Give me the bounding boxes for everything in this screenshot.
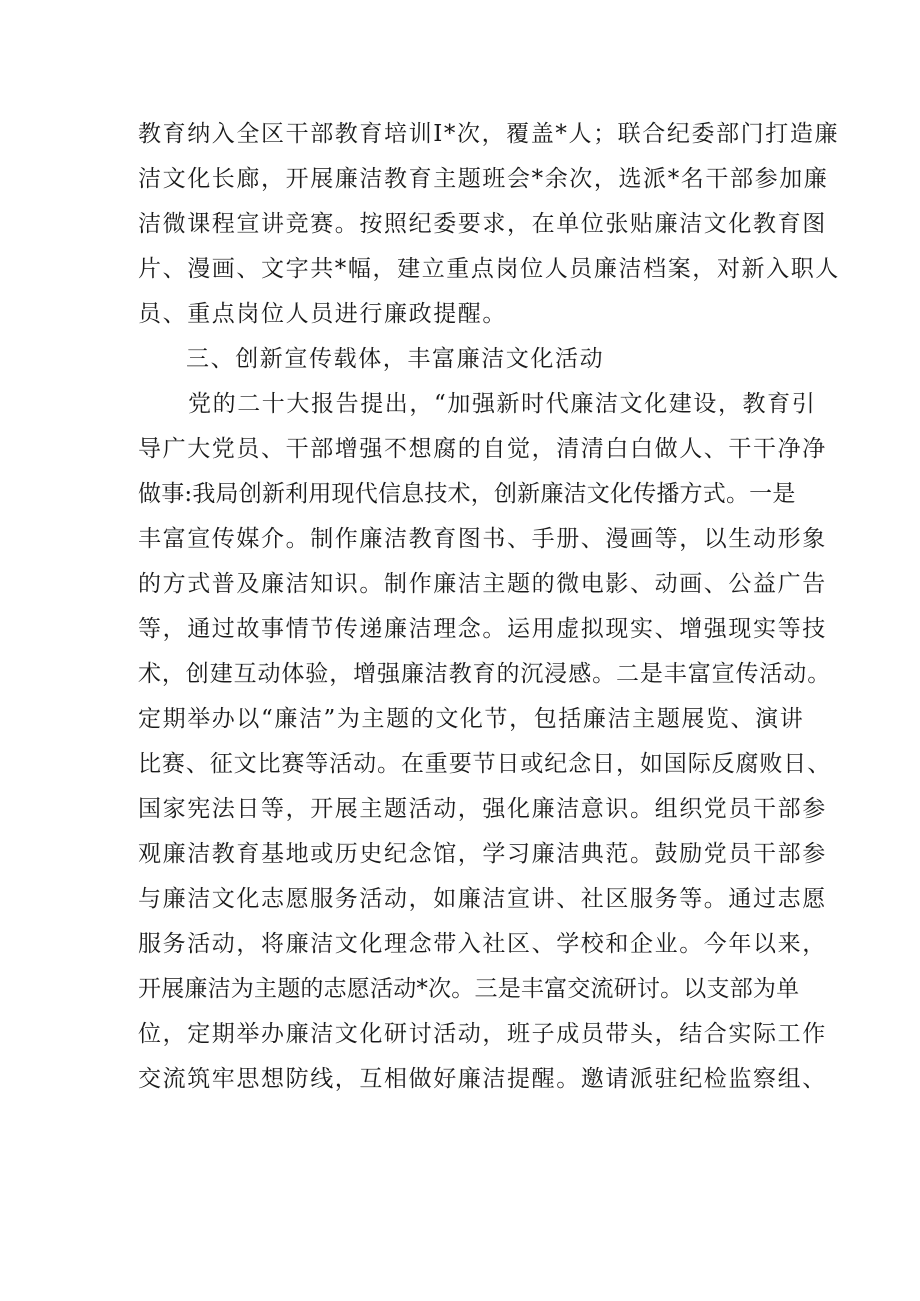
paragraph-line-10: 丰富宣传媒介。制作廉洁教育图书、手册、漫画等，以生动形象	[138, 526, 827, 552]
paragraph-line-2: 洁文化长廊，开展廉洁教育主题班会*余次，选派*名干部参加廉	[138, 166, 829, 192]
paragraph-line-3: 洁微课程宣讲竞赛。按照纪委要求，在单位张贴廉洁文化教育图	[138, 211, 827, 237]
paragraph-line-11: 的方式普及廉洁知识。制作廉洁主题的微电影、动画、公益广告	[138, 571, 827, 597]
paragraph-line-9: 做事:我局创新利用现代信息技术，创新廉洁文化传播方式。一是	[138, 481, 796, 507]
paragraph-line-13: 术，创建互动体验，增强廉洁教育的沉浸感。二是丰富宣传活动。	[138, 661, 832, 687]
paragraph-line-4: 片、漫画、文字共*幅，建立重点岗位人员廉洁档案，对新入职人	[138, 256, 840, 282]
paragraph-line-20: 开展廉洁为主题的志愿活动*次。三是丰富交流研讨。以支部为单	[138, 976, 800, 1002]
paragraph-line-15: 比赛、征文比赛等活动。在重要节日或纪念日，如国际反腐败日、	[138, 751, 832, 777]
paragraph-line-8: 导广大党员、干部增强不想腐的自觉，清清白白做人、干干净净	[138, 436, 827, 462]
paragraph-line-14: 定期举办以“廉洁”为主题的文化节，包括廉洁主题展览、演讲	[138, 706, 805, 732]
paragraph-line-1: 教育纳入全区干部教育培训Ⅰ*次，覆盖*人；联合纪委部门打造廉	[138, 121, 840, 147]
paragraph-line-7: 党的二十大报告提出，“加强新时代廉洁文化建设，教育引	[188, 391, 817, 417]
paragraph-line-17: 观廉洁教育基地或历史纪念馆，学习廉洁典范。鼓励党员干部参	[138, 841, 827, 867]
paragraph-line-12: 等，通过故事情节传递廉洁理念。运用虚拟现实、增强现实等技	[138, 616, 827, 642]
paragraph-line-19: 服务活动，将廉洁文化理念带入社区、学校和企业。今年以来，	[138, 931, 827, 957]
section-heading: 三、创新宣传载体，丰富廉洁文化活动	[186, 346, 605, 372]
paragraph-line-22: 交流筑牢思想防线，互相做好廉洁提醒。邀请派驻纪检监察组、	[138, 1066, 827, 1092]
paragraph-line-16: 国家宪法日等，开展主题活动，强化廉洁意识。组织党员干部参	[138, 796, 827, 822]
paragraph-line-18: 与廉洁文化志愿服务活动，如廉洁宣讲、社区服务等。通过志愿	[138, 886, 827, 912]
paragraph-line-21: 位，定期举办廉洁文化研讨活动，班子成员带头，结合实际工作	[138, 1021, 827, 1047]
paragraph-line-5: 员、重点岗位人员进行廉政提醒。	[138, 301, 507, 327]
